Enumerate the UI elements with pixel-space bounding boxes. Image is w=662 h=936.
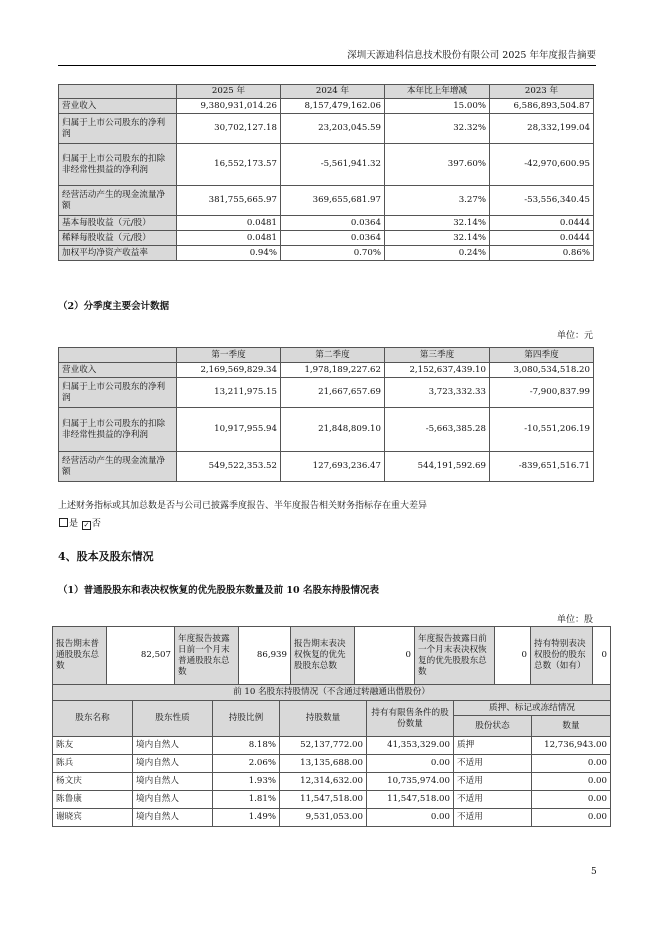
holder-name: 杨文庆 bbox=[53, 773, 133, 791]
table-cell: 3,723,332.33 bbox=[385, 378, 490, 408]
quarterly-header-cell: 第四季度 bbox=[490, 348, 594, 363]
table-row bbox=[53, 791, 611, 809]
table-cell: -53,556,340.45 bbox=[490, 186, 594, 216]
holder-qty: 52,137,772.00 bbox=[280, 737, 367, 755]
col-header-name: 股东名称 bbox=[53, 701, 133, 737]
summary-label: 年度报告披露日前一个月末普通股股东总数 bbox=[175, 627, 239, 685]
summary-value: 0 bbox=[593, 627, 611, 685]
table-cell: 127,693,236.47 bbox=[281, 452, 385, 482]
top10-title: 前 10 名股东持股情况（不含通过转融通出借股份） bbox=[53, 685, 611, 701]
annual-header-cell: 2025 年 bbox=[177, 85, 281, 99]
holder-qty: 13,135,688.00 bbox=[280, 755, 367, 773]
quarterly-note: 上述财务指标或其加总数是否与公司已披露季度报告、半年度报告相关财务指标存在重大差异 bbox=[58, 501, 428, 511]
holder-ratio: 2.06% bbox=[213, 755, 280, 773]
table-row bbox=[59, 363, 594, 378]
page-number: 5 bbox=[591, 867, 597, 877]
holder-status: 不适用 bbox=[454, 773, 532, 791]
summary-label: 报告期末普通股股东总数 bbox=[53, 627, 107, 685]
option-no-label: 否 bbox=[91, 519, 101, 529]
table-cell: 15.00% bbox=[385, 99, 490, 114]
col-header-nature: 股东性质 bbox=[133, 701, 213, 737]
table-row bbox=[59, 186, 594, 216]
row-label: 经营活动产生的现金流量净额 bbox=[59, 452, 177, 482]
table-cell: 8,157,479,162.06 bbox=[281, 99, 385, 114]
quarterly-header-cell: 第二季度 bbox=[281, 348, 385, 363]
table-cell: 549,522,353.52 bbox=[177, 452, 281, 482]
table-cell: 397.60% bbox=[385, 144, 490, 186]
table-cell: 0.0481 bbox=[177, 216, 281, 231]
table-cell: 23,203,045.59 bbox=[281, 114, 385, 144]
table-cell: 10,917,955.94 bbox=[177, 408, 281, 452]
table-cell: 3.27% bbox=[385, 186, 490, 216]
holder-amount: 0.00 bbox=[532, 809, 611, 827]
holder-restricted: 41,353,329.00 bbox=[367, 737, 454, 755]
table-cell: 3,080,534,518.20 bbox=[490, 363, 594, 378]
summary-label: 持有特别表决权股份的股东总数（如有） bbox=[531, 627, 593, 685]
holder-qty: 9,531,053.00 bbox=[280, 809, 367, 827]
table-cell: 13,211,975.15 bbox=[177, 378, 281, 408]
holders-unit-label: 单位：股 bbox=[556, 615, 593, 625]
holder-ratio: 1.93% bbox=[213, 773, 280, 791]
table-cell: -42,970,600.95 bbox=[490, 144, 594, 186]
table-row bbox=[59, 452, 594, 482]
col-header-restricted: 持有有限售条件的股份数量 bbox=[367, 701, 454, 737]
row-label: 加权平均净资产收益率 bbox=[59, 246, 177, 261]
table-cell: 16,552,173.57 bbox=[177, 144, 281, 186]
holder-name: 陈友 bbox=[53, 737, 133, 755]
holder-nature: 境内自然人 bbox=[133, 773, 213, 791]
table-cell: 0.24% bbox=[385, 246, 490, 261]
table-cell: 32.32% bbox=[385, 114, 490, 144]
col-header-status: 股份状态 bbox=[454, 716, 532, 737]
holder-nature: 境内自然人 bbox=[133, 737, 213, 755]
table-cell: 0.0364 bbox=[281, 216, 385, 231]
row-label: 归属于上市公司股东的扣除非经常性损益的净利润 bbox=[59, 144, 177, 186]
table-cell: 21,667,657.69 bbox=[281, 378, 385, 408]
annual-key-data-table bbox=[58, 84, 594, 261]
table-cell: 9,380,931,014.26 bbox=[177, 99, 281, 114]
holder-nature: 境内自然人 bbox=[133, 809, 213, 827]
table-cell: 0.0444 bbox=[490, 216, 594, 231]
checkbox-yes bbox=[59, 518, 68, 527]
holder-name: 陈兵 bbox=[53, 755, 133, 773]
table-cell: 32.14% bbox=[385, 216, 490, 231]
table-cell: -7,900,837.99 bbox=[490, 378, 594, 408]
holder-status: 不适用 bbox=[454, 809, 532, 827]
table-row bbox=[59, 231, 594, 246]
table-row bbox=[53, 737, 611, 755]
quarterly-data-table bbox=[58, 347, 594, 482]
row-label: 归属于上市公司股东的扣除非经常性损益的净利润 bbox=[59, 408, 177, 452]
holder-status: 质押 bbox=[454, 737, 532, 755]
table-cell: 0.70% bbox=[281, 246, 385, 261]
row-label: 经营活动产生的现金流量净额 bbox=[59, 186, 177, 216]
table-cell: 0.0364 bbox=[281, 231, 385, 246]
col-header-pledge: 质押、标记或冻结情况 bbox=[454, 701, 611, 716]
table-cell: 544,191,592.69 bbox=[385, 452, 490, 482]
table-cell: 381,755,665.97 bbox=[177, 186, 281, 216]
holder-amount: 0.00 bbox=[532, 791, 611, 809]
table-cell: 0.0444 bbox=[490, 231, 594, 246]
summary-value: 86,939 bbox=[239, 627, 291, 685]
annual-header-cell bbox=[59, 85, 177, 99]
table-row bbox=[59, 114, 594, 144]
table-cell: 6,586,893,504.87 bbox=[490, 99, 594, 114]
holder-ratio: 1.49% bbox=[213, 809, 280, 827]
checkbox-no-checked: ✓ bbox=[83, 521, 90, 529]
annual-header-cell: 2023 年 bbox=[490, 85, 594, 99]
table-cell: -839,651,516.71 bbox=[490, 452, 594, 482]
yes-no-options bbox=[58, 516, 101, 530]
col-header-ratio: 持股比例 bbox=[213, 701, 280, 737]
shareholder-summary-table bbox=[52, 626, 611, 685]
summary-label: 年度报告披露日前一个月末表决权恢复的优先股股东总数 bbox=[415, 627, 495, 685]
table-row bbox=[59, 378, 594, 408]
quarterly-header-cell bbox=[59, 348, 177, 363]
holder-ratio: 1.81% bbox=[213, 791, 280, 809]
table-cell: -10,551,206.19 bbox=[490, 408, 594, 452]
page-header: 深圳天源迪科信息技术股份有限公司 2025 年年度报告摘要 bbox=[58, 47, 596, 66]
holder-ratio: 8.18% bbox=[213, 737, 280, 755]
holder-restricted: 0.00 bbox=[367, 755, 454, 773]
holder-amount: 12,736,943.00 bbox=[532, 737, 611, 755]
summary-value: 82,507 bbox=[107, 627, 175, 685]
table-cell: 1,978,189,227.62 bbox=[281, 363, 385, 378]
quarterly-header-cell: 第三季度 bbox=[385, 348, 490, 363]
annual-header-cell: 2024 年 bbox=[281, 85, 385, 99]
table-row bbox=[59, 408, 594, 452]
holder-restricted: 11,547,518.00 bbox=[367, 791, 454, 809]
annual-header-cell: 本年比上年增减 bbox=[385, 85, 490, 99]
holder-qty: 11,547,518.00 bbox=[280, 791, 367, 809]
summary-label: 报告期末表决权恢复的优先股股东总数 bbox=[291, 627, 355, 685]
holder-restricted: 10,735,974.00 bbox=[367, 773, 454, 791]
summary-value: 0 bbox=[355, 627, 415, 685]
table-cell: 30,702,127.18 bbox=[177, 114, 281, 144]
table-cell: 0.0481 bbox=[177, 231, 281, 246]
section4-title: 4、股本及股东情况 bbox=[58, 550, 154, 563]
table-cell: 369,655,681.97 bbox=[281, 186, 385, 216]
holder-name: 陈鲁康 bbox=[53, 791, 133, 809]
row-label: 归属于上市公司股东的净利润 bbox=[59, 114, 177, 144]
option-yes-label: 是 bbox=[69, 519, 79, 529]
holders-section-title: （1）普通股股东和表决权恢复的优先股股东数量及前 10 名股东持股情况表 bbox=[58, 585, 379, 596]
col-header-amount: 数量 bbox=[532, 716, 611, 737]
row-label: 营业收入 bbox=[59, 99, 177, 114]
table-cell: 2,152,637,439.10 bbox=[385, 363, 490, 378]
table-cell: 2,169,569,829.34 bbox=[177, 363, 281, 378]
holder-restricted: 0.00 bbox=[367, 809, 454, 827]
table-cell: 32.14% bbox=[385, 231, 490, 246]
table-row bbox=[59, 216, 594, 231]
table-row bbox=[53, 809, 611, 827]
quarterly-section-title: （2）分季度主要会计数据 bbox=[58, 301, 170, 312]
table-cell: 0.86% bbox=[490, 246, 594, 261]
row-label: 营业收入 bbox=[59, 363, 177, 378]
row-label: 归属于上市公司股东的净利润 bbox=[59, 378, 177, 408]
table-cell: 0.94% bbox=[177, 246, 281, 261]
holder-nature: 境内自然人 bbox=[133, 755, 213, 773]
row-label: 稀释每股收益（元/股） bbox=[59, 231, 177, 246]
table-row bbox=[53, 773, 611, 791]
holder-amount: 0.00 bbox=[532, 773, 611, 791]
table-cell: -5,561,941.32 bbox=[281, 144, 385, 186]
holder-nature: 境内自然人 bbox=[133, 791, 213, 809]
holder-status: 不适用 bbox=[454, 755, 532, 773]
table-row bbox=[53, 755, 611, 773]
holder-status: 不适用 bbox=[454, 791, 532, 809]
table-cell: 28,332,199.04 bbox=[490, 114, 594, 144]
quarterly-header-cell: 第一季度 bbox=[177, 348, 281, 363]
col-header-qty: 持股数量 bbox=[280, 701, 367, 737]
table-row bbox=[59, 246, 594, 261]
holder-name: 谢晓宾 bbox=[53, 809, 133, 827]
holder-qty: 12,314,632.00 bbox=[280, 773, 367, 791]
top10-shareholders-table bbox=[52, 684, 611, 827]
table-row bbox=[59, 99, 594, 114]
table-row bbox=[59, 144, 594, 186]
table-cell: -5,663,385.28 bbox=[385, 408, 490, 452]
table-cell: 21,848,809.10 bbox=[281, 408, 385, 452]
quarterly-unit-label: 单位：元 bbox=[556, 331, 593, 341]
holder-amount: 0.00 bbox=[532, 755, 611, 773]
row-label: 基本每股收益（元/股） bbox=[59, 216, 177, 231]
summary-value: 0 bbox=[495, 627, 531, 685]
